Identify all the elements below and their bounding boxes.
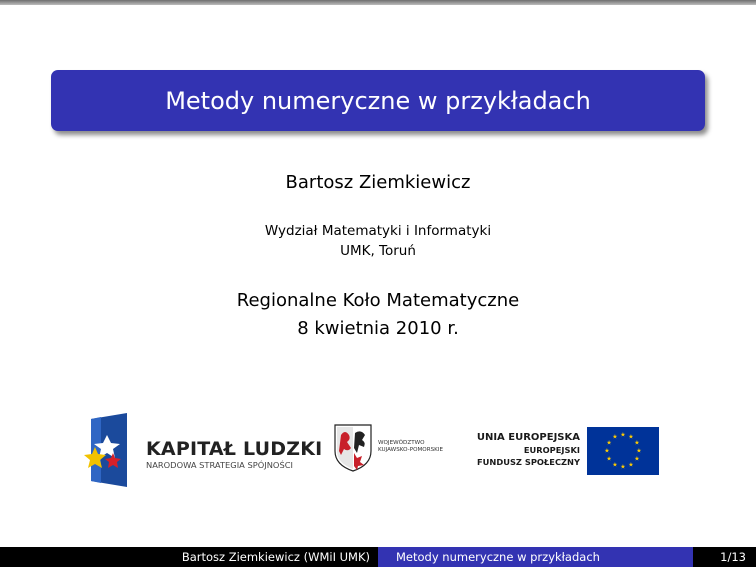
slide-title-box (51, 70, 705, 131)
eu-line-1: UNIA EUROPEJSKA (476, 432, 580, 443)
eu-line-2: EUROPEJSKI (523, 445, 580, 455)
svg-text:★: ★ (606, 455, 612, 463)
kapital-ludzki-emblem-icon (83, 413, 127, 487)
top-rule (0, 0, 756, 5)
kapital-ludzki-title: KAPITAŁ LUDZKI (146, 438, 323, 460)
svg-text:★: ★ (636, 447, 642, 455)
footer-title-label: Metody numeryczne w przykładach (396, 550, 600, 564)
footer-author-label: Bartosz Ziemkiewicz (WMiI UMK) (181, 550, 370, 564)
footer-page-number[interactable] (693, 547, 756, 567)
institute-line-2: UMK, Toruń (340, 243, 416, 259)
kapital-ludzki-subtitle: NARODOWA STRATEGIA SPÓJNOŚCI (146, 460, 293, 470)
wojewodztwo-line-1: WOJEWÓDZTWO (378, 440, 425, 446)
author-name: Bartosz Ziemkiewicz (285, 172, 471, 193)
svg-text:★: ★ (628, 433, 634, 441)
svg-text:★: ★ (612, 433, 618, 441)
svg-text:★: ★ (620, 431, 626, 439)
eu-flag-icon (587, 427, 659, 475)
footer-author[interactable] (0, 547, 378, 567)
eu-line-3: FUNDUSZ SPOŁECZNY (476, 457, 580, 467)
svg-text:★: ★ (628, 461, 634, 469)
regional-coat-of-arms-icon (333, 423, 373, 473)
slide-title: Metody numeryczne w przykładach (165, 86, 591, 115)
footer-title[interactable] (378, 547, 693, 567)
institute-line-1: Wydział Matematyki i Informatyki (264, 223, 492, 239)
event-date: 8 kwietnia 2010 r. (297, 318, 459, 339)
svg-text:★: ★ (612, 461, 618, 469)
svg-text:★: ★ (634, 439, 640, 447)
wojewodztwo-label (378, 440, 443, 454)
footer-bar (0, 547, 756, 567)
svg-text:★: ★ (604, 447, 610, 455)
svg-text:★: ★ (606, 439, 612, 447)
wojewodztwo-line-2: KUJAWSKO-POMORSKIE (378, 447, 443, 453)
eu-label (470, 431, 580, 468)
event-name: Regionalne Koło Matematyczne (236, 290, 520, 311)
svg-text:★: ★ (634, 455, 640, 463)
svg-text:★: ★ (620, 463, 626, 471)
footer-page-label: 1/13 (720, 550, 746, 564)
